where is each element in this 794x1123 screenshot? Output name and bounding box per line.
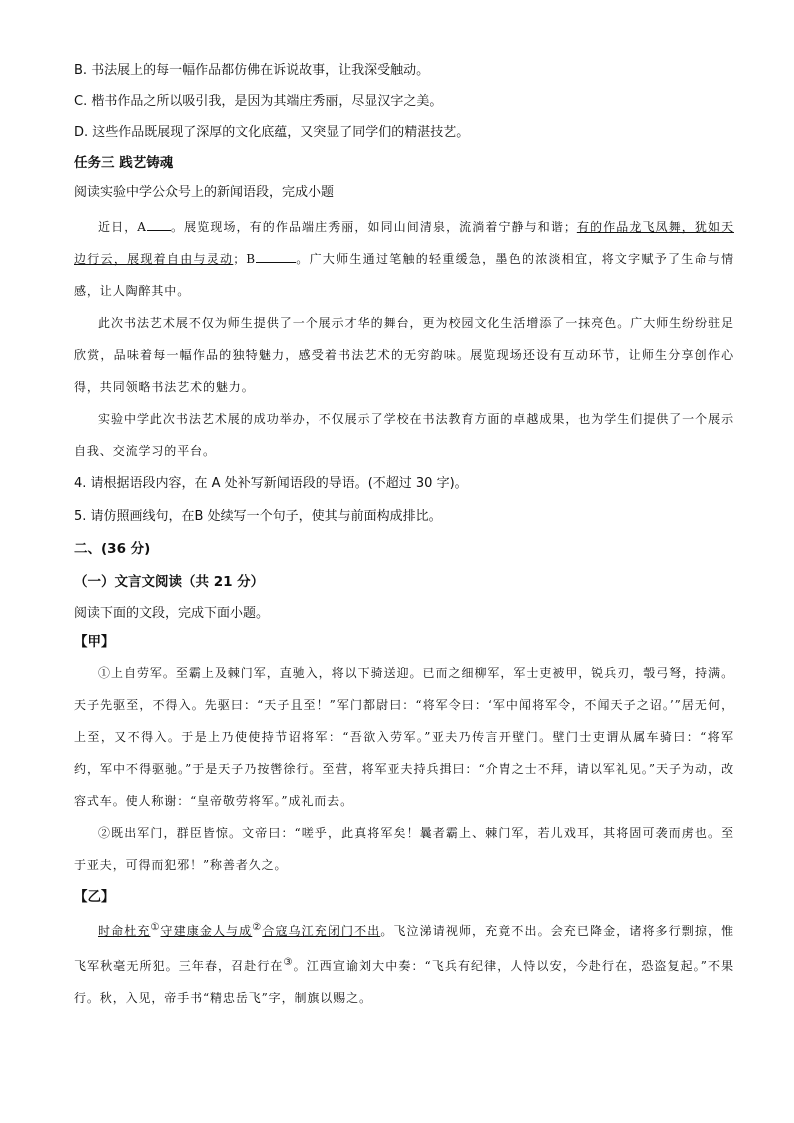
news-paragraph-3: 实验中学此次书法艺术展的成功举办，不仅展示了学校在书法教育方面的卓越成果，也为学生们提供了一个展示自我、交流学习的平台。	[74, 412, 734, 458]
underlined-sentence: 有的作品龙飞凤舞，犹如天边行云，展现着自由与灵动	[74, 220, 734, 266]
yi-rest-2: 。江西宣谕刘大中奏：“飞兵有纪律，人恃以安，今赴行在，恐盗复起。”不果行。秋，入见，帝手书“精忠岳飞”字，制旗以赐之。	[74, 959, 734, 1005]
jia-paragraph-1: ①上自劳军。至霸上及棘门军，直驰入，将以下骑送迎。已而之细柳军，军士吏被甲，锐兵刃，彀弓弩，持满。天子先驱至，不得入。先驱曰：“天子且至！”军门都尉曰：“将军令曰：‘军中闻将军令，不闻天子之诏。’”居无何，上至，又不得入。于是上乃使使持节诏将军：“吾欲入劳军。”亚夫乃传言开壁门。壁门士吏谓从属车骑曰：“将军约，军中不得驱驰。”于是天子乃按辔徐行。至营，将军亚夫持兵揖曰：“介胄之士不拜，请以军礼见。”天子为动，改容式车。使人称谢：“皇帝敬劳将军。”成礼而去。	[74, 666, 734, 808]
p1-d: ；B	[233, 252, 256, 266]
yi-paragraph	[74, 912, 734, 1014]
task3-instruction: 阅读实验中学公众号上的新闻语段，完成小题	[74, 185, 335, 200]
task3-title: 任务三 践艺铸魂	[74, 155, 174, 171]
yi-underline-3: 合寇乌江充闭门不出	[262, 924, 381, 938]
section-2-title: 二、(36 分)	[74, 541, 151, 557]
note-3: ③	[283, 957, 294, 968]
p1-e: 。广大师生通过笔触的轻重缓急，墨色的浓淡相宜，将文字赋予了生命与情感，让人陶醉其中。	[74, 252, 734, 298]
question-4: 4. 请根据语段内容，在 A 处补写新闻语段的导语。(不超过 30 字)。	[74, 476, 468, 491]
option-d: D. 这些作品既展现了深厚的文化底蕴，又突显了同学们的精湛技艺。	[74, 125, 470, 140]
option-b: B. 书法展上的每一幅作品都仿佛在诉说故事，让我深受触动。	[74, 63, 430, 78]
section-2-instruction: 阅读下面的文段，完成下面小题。	[74, 606, 270, 621]
p1-b: 。展览现场，有的作品端庄秀丽，如同山间清泉，流淌着宁静与和谐；	[170, 220, 577, 234]
jia-label: 【甲】	[74, 634, 115, 650]
note-1: ①	[150, 922, 161, 933]
yi-rest-1: 。飞泣涕请视师，充竟不出。会充已降金，诸将多行剽掠，惟飞军秋毫无所犯。三年春，召赴行在	[74, 924, 734, 973]
blank-a	[147, 230, 171, 231]
yi-label: 【乙】	[74, 889, 115, 905]
yi-underline-1: 时命杜充	[98, 924, 151, 938]
news-paragraph-2: 此次书法艺术展不仅为师生提供了一个展示才华的舞台，更为校园文化生活增添了一抹亮色。广大师生纷纷驻足欣赏，品味着每一幅作品的独特魅力，感受着书法艺术的无穷韵味。展览现场还设有互动环节，让师生分享创作心得，共同领略书法艺术的魅力。	[74, 316, 734, 394]
p1-a: 近日，A	[98, 220, 147, 234]
section-2-subtitle: （一）文言文阅读（共 21 分）	[74, 574, 265, 590]
note-2: ②	[252, 922, 263, 933]
jia-paragraph-2: ②既出军门，群臣皆惊。文帝曰：“嗟乎，此真将军矣！曩者霸上、棘门军，若儿戏耳，其将固可袭而虏也。至于亚夫，可得而犯邪！”称善者久之。	[74, 826, 734, 872]
question-5: 5. 请仿照画线句，在B 处续写一个句子，使其与前面构成排比。	[74, 509, 442, 524]
yi-underline-2: 守建康金人与成	[160, 924, 253, 938]
option-c: C. 楷书作品之所以吸引我，是因为其端庄秀丽，尽显汉字之美。	[74, 94, 443, 109]
news-paragraph-1	[74, 211, 734, 307]
blank-b	[256, 262, 296, 263]
